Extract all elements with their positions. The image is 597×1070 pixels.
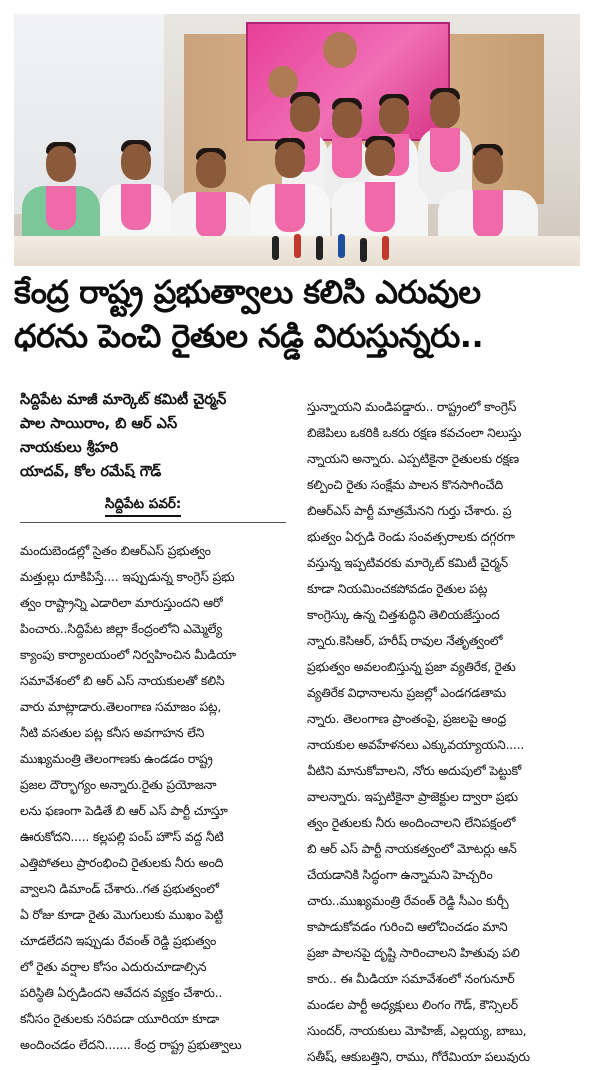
microphone [294, 234, 301, 258]
body-text-line: కల్పించి రైతు సంక్షేమ పాలన కొనసాగించేది [307, 477, 504, 492]
body-text-line: వ్యతిరేక విధానాలను ప్రజల్లో ఎండగడతామ [307, 685, 506, 700]
microphone [338, 234, 345, 258]
body-text-line: నీటి వసతుల పట్ల కనీస అవగాహన లేని [20, 725, 205, 740]
headline-line: కేంద్ర రాష్ట్ర ప్రభుత్వాలు కలిసి ఎరువుల [14, 273, 481, 311]
dateline: సిద్దిపేట పవర్: [105, 494, 181, 517]
body-column-left [20, 538, 288, 1058]
subheading-line: యాదవ్, కోల రమేష్ గౌడ్ [20, 464, 162, 480]
body-text-line: చారు..ముఖ్యమంత్రి రేవంత్ రెడ్డి సీఎం కుర్చీ [307, 893, 509, 908]
body-text-line: అందించడం లేదని....... కేంద్ర రాష్ట్ర ప్రభుత్వాలు [20, 1037, 242, 1052]
body-text-line: సుందర్, నాయకులు మోహిజ్, ఎల్లయ్య, బాబు, [307, 1023, 527, 1038]
person [100, 140, 172, 250]
body-column-right [307, 394, 583, 1070]
body-text-line: కారు.. ఈ మీడియా సమావేశంలో నంగునూర్ [307, 971, 515, 986]
body-text-line: పరిస్థితి ఏర్పడిందని ఆవేదన వ్యక్తం చేశారు.. [20, 985, 223, 1000]
body-text-line: కాపాడుకోవడం గురించి ఆలోచించడం మాని [307, 919, 508, 934]
body-text-line: ఎత్తిపోతలు ప్రారంభించి రైతులకు నీరు అంది [20, 855, 224, 870]
body-text-line: ఏ రోజు కూడా రైతు మొగులుకు ముఖం పెట్టి [20, 907, 223, 922]
body-text-line: లో రైతు వర్షాల కోసం ఎదురుచూడాల్సిన [20, 959, 207, 974]
body-text-line: ఊరుకోదని..... కల్లపల్లి పంప్ హౌస్ వద్ద నీటి [20, 829, 224, 844]
body-text-line: సతీష్, ఆకుబత్తిని, రాము, గోరేమియా పలువురు [307, 1049, 530, 1064]
body-text-line: కూడా నియమించకపోవడం రైతుల పట్ల [307, 581, 488, 596]
body-text-line: మందుబెండల్లో సైతం బిఆర్ఎస్ ప్రభుత్వం [20, 543, 211, 558]
body-text-line: ప్రజా పాలనపై దృష్టి సారించాలని హితువు పలి [307, 945, 520, 960]
body-text-line: న్నాయని అన్నారు. ఎప్పటికైనా రైతులకు రక్షణ [307, 451, 519, 466]
divider [20, 522, 286, 523]
body-text-line: ప్రభుత్వం అవలంబిస్తున్న ప్రజా వ్యతిరేక, రైతు [307, 659, 516, 674]
body-text-line: బి ఆర్ ఎస్ పార్టీ నాయకత్వంలో మోటర్లు ఆన్ [307, 841, 517, 856]
body-text-line: చూడలేదని ఇప్పుడు రేవంత్ రెడ్డి ప్రభుత్వం [20, 933, 217, 948]
body-text-line: వ్వాలని డిమాండ్ చేశారు..గత ప్రభుత్వంలో [20, 881, 219, 896]
body-text-line: ముఖ్యమంత్రి తెలంగాణకు ఉండడం రాష్ట్ర [20, 751, 213, 766]
body-text-line: బిఆర్ఎస్ పార్టీ మాత్రమేనని గుర్తు చేశారు. ప్ర [307, 503, 512, 518]
body-text-line: భుత్వం ఏర్పడి రెండు సంవత్సరాలకు దగ్గరగా [307, 529, 515, 544]
headline-line: ధరను పెంచి రైతుల నడ్డి విరుస్తున్నరు.. [14, 317, 484, 355]
body-text-line: నాయకుల అవహేళనలు ఎక్కువయ్యాయని..... [307, 737, 525, 752]
microphone [382, 236, 389, 260]
microphone [360, 238, 367, 262]
body-text-line: మండల పార్టీ అధ్యక్షులు లింగం గౌడ్, కౌన్సిలర్ [307, 997, 518, 1012]
body-text-line: క్యాంపు కార్యాలయంలో నిర్వహించిన మీడియా [20, 647, 236, 662]
body-text-line: లను ఫణంగా పెడితే బి ఆర్ ఎస్ పార్టీ చూస్తూ [20, 803, 228, 818]
body-text-line: వీటిని మానుకోవాలని, నోరు అదుపులో పెట్టుకో [307, 763, 521, 778]
subheading-line: పాల సాయిరాం, బి ఆర్ ఎస్ [20, 416, 178, 432]
headline [14, 270, 580, 358]
subheading [20, 388, 288, 484]
body-text-line: వాలన్నారు. ఇప్పటికైనా ప్రాజెక్టుల ద్వారా ప్రభు [307, 789, 518, 804]
body-text-line: మత్తుల్లు దూకిపిస్తే.... ఇప్పుడున్న కాంగ్రెస్ ప్రభు [20, 569, 235, 584]
body-text-line: స్తున్నాయని మండిపడ్డారు.. రాష్ట్రంలో కాంగ్రెస్ [307, 399, 517, 414]
body-text-line: త్వం రాష్ట్రాన్ని ఎడారిలా మారుస్తుందని ఆరో [20, 595, 223, 610]
body-text-line: వారు మాట్లాడారు.తెలంగాణ సమాజం పట్ల, [20, 699, 222, 714]
body-text-line: న్నారు. తెలంగాణ ప్రాంతంపై, ప్రజలపై ఆంధ్ర [307, 711, 506, 726]
body-text-line: పించారు..సిద్దిపేట జిల్లా కేంద్రంలోని ఎమ్మెల్యే [20, 621, 222, 636]
body-text-line: ప్రజల దౌర్భాగ్యం అన్నారు.రైతు ప్రయోజనా [20, 777, 217, 792]
body-text-line: వస్తున్న ఇప్పటివరకు మార్కెట్ కమిటీ చైర్మన్ [307, 555, 508, 570]
body-text-line: న్నారు.కెసిఆర్, హరీష్ రావుల నేతృత్వంలో [307, 633, 503, 648]
press-meet-photo [14, 14, 580, 266]
body-text-line: కనీసం రైతులకు సరిపడా యూరియా కూడా [20, 1011, 220, 1026]
body-text-line: కాంగ్రెస్కు ఉన్న చిత్తశుద్ధిని తెలియజేస్తుంద [307, 607, 500, 622]
body-text-line: త్వం రైతులకు నీరు అందించాలని లేనిపక్షంలో [307, 815, 516, 830]
microphone [272, 236, 279, 260]
body-text-line: చేయడానికి సిద్ధంగా ఉన్నామని హెచ్చరిం [307, 867, 493, 882]
body-text-line: బిజెపిలు ఒకరికి ఒకరు రక్షణ కవచంలా నిలుస్తు [307, 425, 522, 440]
body-text-line: సమావేశంలో బి ఆర్ ఎస్ నాయకులతో కలిసి [20, 673, 225, 688]
microphone [316, 236, 323, 260]
subheading-line: సిద్దిపేట మాజీ మార్కెట్ కమిటీ చైర్మన్ [20, 392, 227, 408]
subheading-line: నాయకులు శ్రీహరి [20, 440, 119, 456]
